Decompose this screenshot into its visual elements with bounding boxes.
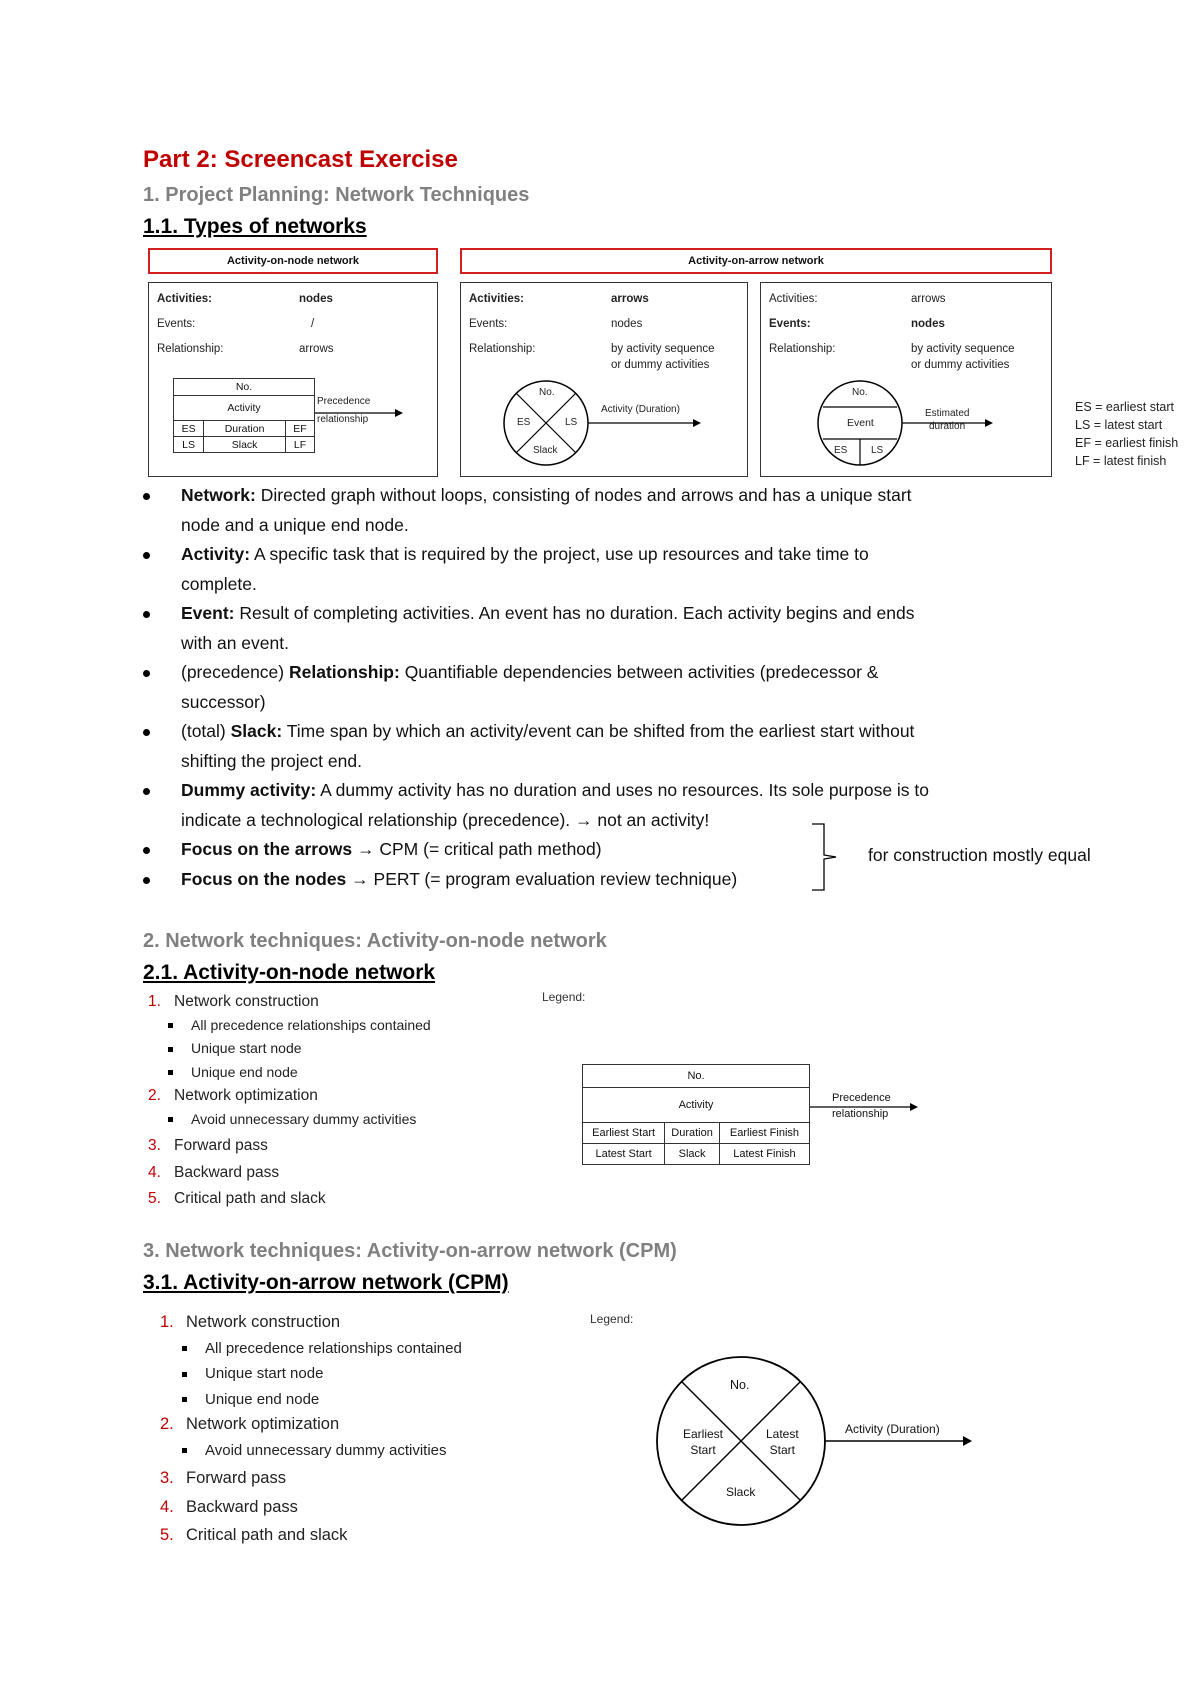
def-network-text: Directed graph without loops, consisting of nodes and arrows and has a unique start node and a unique end node. (181, 485, 912, 535)
legend-node-no: No. (583, 1065, 810, 1088)
s3-item-1 (160, 1310, 462, 1336)
def-event (133, 599, 1063, 658)
legend-node-slack: Slack (665, 1144, 720, 1165)
s2-item-5 (148, 1187, 431, 1211)
abbreviations-legend (1075, 398, 1178, 470)
circle1-slack: Slack (533, 445, 558, 456)
panel1-events-key: Events: (157, 318, 196, 330)
panel1-activities-val: nodes (299, 293, 333, 305)
node-no: No. (174, 379, 315, 396)
page-title: Part 2: Screencast Exercise (143, 146, 458, 173)
s3-item-1-num: 1. (160, 1313, 174, 1331)
panel2-activities-val: arrows (611, 293, 649, 305)
node-lf: LF (285, 437, 314, 453)
panel2-events-val: nodes (611, 318, 643, 330)
aoa-legend-es-2: Start (690, 1443, 716, 1457)
panel3-activities-val: arrows (911, 293, 946, 305)
circle2-ls: LS (871, 445, 884, 456)
s2-item-5-num: 5. (148, 1190, 161, 1207)
s3-item-5-text: Critical path and slack (186, 1526, 348, 1544)
aon-legend-box (582, 1064, 810, 1165)
panel1-relationship-key: Relationship: (157, 343, 224, 355)
def-slack (133, 717, 1063, 776)
def-relationship-term: Relationship: (288, 662, 400, 682)
section1-heading: 1. Project Planning: Network Techniques (143, 184, 530, 206)
aoa-legend-arrow-label: Activity (Duration) (845, 1422, 940, 1436)
circle1-es: ES (517, 417, 531, 428)
abbrev-lf: LF = latest finish (1075, 454, 1167, 468)
panel3-relationship-key: Relationship: (769, 343, 836, 355)
circle1-no: No. (539, 387, 555, 398)
panel3-relationship-val: by activity sequence (911, 343, 1015, 355)
def-cpm-term: Focus on the arrows (181, 839, 353, 859)
brace-icon (810, 822, 840, 892)
def-pert-text: → PERT (= program evaluation review technique) (346, 868, 738, 889)
s3-item-3-num: 3. (160, 1469, 174, 1487)
s2-item-1 (148, 990, 431, 1014)
panel2-relationship-val-2: or dummy activities (611, 359, 710, 371)
s2-item-3 (148, 1134, 431, 1158)
legend-node-ls: Latest Start (583, 1144, 665, 1165)
abbrev-ls: LS = latest start (1075, 418, 1163, 432)
panel1-events-val: / (311, 318, 315, 330)
s2-item-4 (148, 1161, 431, 1185)
section3-subheading: 3.1. Activity-on-arrow network (CPM) (143, 1271, 509, 1294)
aoa-legend-no: No. (730, 1378, 750, 1392)
panel2-activities-key: Activities: (469, 293, 524, 305)
s3-item-3 (160, 1466, 462, 1492)
s3-sub-3: Unique end node (160, 1387, 462, 1413)
section2-legend-label: Legend: (542, 990, 586, 1004)
legend-node-duration: Duration (665, 1123, 720, 1144)
s3-item-4-text: Backward pass (186, 1497, 298, 1516)
aon-panel (148, 282, 438, 477)
definitions-list (133, 481, 1063, 894)
section3-list (160, 1310, 462, 1549)
aoa-legend-es (683, 1426, 723, 1458)
def-slack-text: Time span by which an activity/event can be shifted from the earliest start without shifting the project end. (181, 721, 915, 771)
def-network (133, 481, 1063, 540)
panel2-events-key: Events: (469, 318, 508, 330)
abbrev-es: ES = earliest start (1075, 400, 1174, 414)
panel3-events-key: Events: (769, 318, 811, 330)
def-slack-pre: (total) (181, 721, 231, 741)
panel2-relationship-val: by activity sequence (611, 343, 715, 355)
def-dummy-text: A dummy activity has no duration and uses no resources. Its sole purpose is to indicate a technological relationship (precedence). → not an activity! (181, 780, 930, 830)
aoa-legend-ls (766, 1426, 799, 1458)
aon-label: Activity-on-node network (148, 248, 438, 274)
s3-sub-1: All precedence relationships contained (160, 1336, 462, 1362)
section2-list (148, 990, 431, 1211)
node-ef: EF (285, 421, 314, 437)
legend-node-lf: Latest Finish (719, 1144, 809, 1165)
aoa-panel-1 (460, 282, 748, 477)
s2-sub-2: Unique start node (148, 1037, 431, 1061)
node-es: ES (174, 421, 204, 437)
s2-item-1-text: Network construction (174, 993, 319, 1010)
precedence-label: Precedence (317, 396, 371, 407)
circle2-event: Event (847, 417, 874, 429)
s2-item-2-num: 2. (148, 1087, 161, 1104)
def-activity (133, 540, 1063, 599)
s2-item-4-num: 4. (148, 1163, 161, 1181)
panel1-relationship-val: arrows (299, 343, 334, 355)
s2-sub-4: Avoid unnecessary dummy activities (148, 1108, 431, 1132)
legend-precedence-label-2: relationship (832, 1108, 889, 1120)
s2-item-4-text: Backward pass (174, 1163, 280, 1181)
s2-sub-1: All precedence relationships contained (148, 1014, 431, 1038)
aon-node-box (173, 378, 315, 453)
s2-item-2 (148, 1084, 431, 1108)
def-relationship (133, 658, 1063, 717)
panel2-relationship-key: Relationship: (469, 343, 536, 355)
aoa-legend-es-1: Earliest (683, 1427, 724, 1441)
s2-item-2-text: Network optimization (174, 1087, 318, 1104)
def-activity-text: A specific task that is required by the project, use up resources and take time to complete. (181, 544, 869, 594)
aoa-legend-ls-2: Start (769, 1443, 796, 1457)
circle2-no: No. (852, 387, 868, 398)
s2-item-1-num: 1. (148, 993, 161, 1010)
s3-item-2-num: 2. (160, 1415, 174, 1433)
aoa-legend-ls-1: Latest (766, 1427, 799, 1441)
def-activity-term: Activity: (181, 544, 251, 564)
aoa-legend-slack: Slack (726, 1485, 756, 1499)
circle2-arrow-label-2: duration (929, 421, 966, 432)
s3-sub-4: Avoid unnecessary dummy activities (160, 1438, 462, 1464)
circle2-arrow-label: Estimated (925, 408, 970, 419)
panel3-activities-key: Activities: (769, 293, 818, 305)
aoa-circle-diagram (501, 378, 701, 468)
section1-subheading: 1.1. Types of networks (143, 215, 367, 238)
circle2-es: ES (834, 445, 848, 456)
def-slack-term: Slack: (230, 721, 283, 741)
node-slack: Slack (204, 437, 286, 453)
legend-precedence-label: Precedence (832, 1092, 891, 1104)
panel1-activities-key: Activities: (157, 293, 212, 305)
precedence-label-2: relationship (317, 414, 369, 425)
aoa-label: Activity-on-arrow network (460, 248, 1052, 274)
s3-item-1-text: Network construction (186, 1313, 341, 1331)
def-dummy (133, 776, 1063, 835)
abbrev-ef: EF = earliest finish (1075, 436, 1179, 450)
def-network-term: Network: (181, 485, 256, 505)
circle1-ls: LS (565, 417, 578, 428)
s2-item-5-text: Critical path and slack (174, 1190, 326, 1207)
node-activity: Activity (174, 396, 315, 421)
legend-node-activity: Activity (583, 1088, 810, 1123)
s2-sub-3: Unique end node (148, 1061, 431, 1085)
def-relationship-text: Quantifiable dependencies between activities (predecessor & successor) (181, 662, 879, 712)
s3-item-5 (160, 1523, 462, 1549)
panel3-events-val: nodes (911, 318, 945, 330)
circle1-arrow-label: Activity (Duration) (601, 404, 680, 415)
def-relationship-pre: (precedence) (181, 662, 289, 682)
s3-item-2 (160, 1412, 462, 1438)
s3-sub-2: Unique start node (160, 1361, 462, 1387)
legend-node-ef: Earliest Finish (719, 1123, 809, 1144)
s2-item-3-num: 3. (148, 1137, 161, 1154)
s3-item-3-text: Forward pass (186, 1469, 286, 1487)
def-pert (133, 865, 1063, 895)
aoa-panel-2 (760, 282, 1052, 477)
section2-subheading: 2.1. Activity-on-node network (143, 961, 436, 984)
s3-item-2-text: Network optimization (186, 1415, 340, 1433)
s2-item-3-text: Forward pass (174, 1137, 268, 1154)
def-cpm-text: → CPM (= critical path method) (352, 839, 602, 859)
panel3-relationship-val-2: or dummy activities (911, 359, 1010, 371)
s3-item-5-num: 5. (160, 1526, 174, 1544)
section2-heading: 2. Network techniques: Activity-on-node network (143, 930, 607, 952)
brace-note: for construction mostly equal (868, 845, 1091, 865)
def-event-term: Event: (181, 603, 235, 623)
def-pert-term: Focus on the nodes (181, 868, 347, 889)
section3-legend-label: Legend: (590, 1312, 634, 1326)
def-dummy-term: Dummy activity: (181, 780, 317, 800)
s3-item-4 (160, 1495, 462, 1521)
s3-item-4-num: 4. (160, 1497, 174, 1516)
node-ls: LS (174, 437, 204, 453)
section3-heading: 3. Network techniques: Activity-on-arrow network (CPM) (143, 1240, 677, 1262)
legend-node-es: Earliest Start (583, 1123, 665, 1144)
node-duration: Duration (204, 421, 286, 437)
def-event-text: Result of completing activities. An event has no duration. Each activity begins and ends with an event. (181, 603, 915, 653)
